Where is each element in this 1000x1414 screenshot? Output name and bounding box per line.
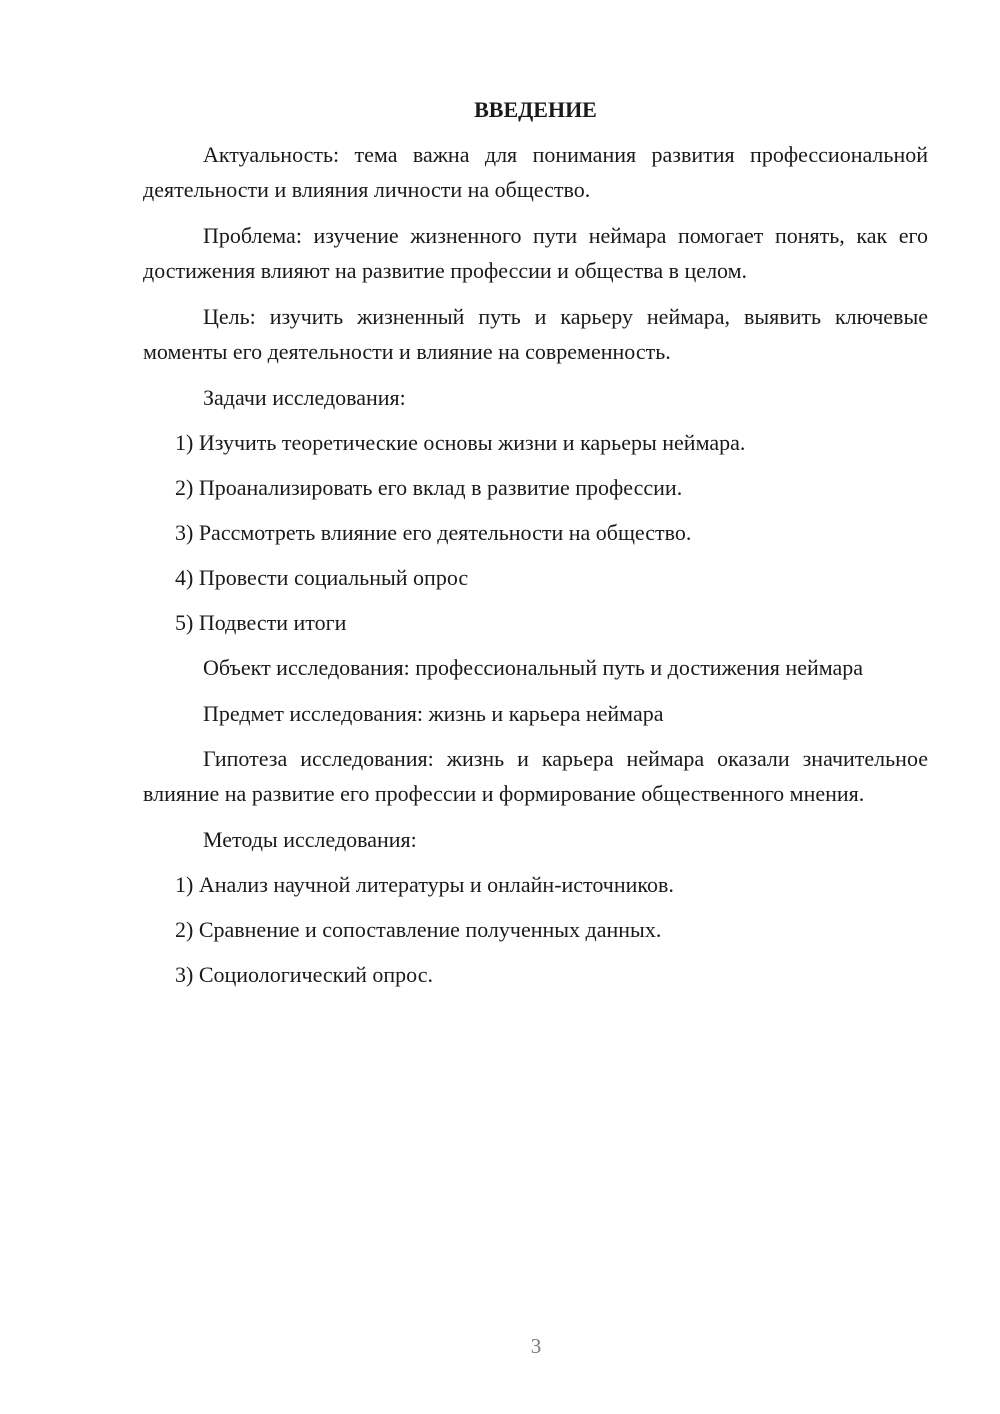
hypothesis-paragraph: Гипотеза исследования: жизнь и карьера неймара оказали значительное влияние на развитие его профессии и формирование общественного мнения. — [143, 746, 928, 806]
subject-paragraph: Предмет исследования: жизнь и карьера неймара — [203, 701, 664, 726]
task-item: 4) Провести социальный опрос — [175, 565, 469, 590]
method-item: 1) Анализ научной литературы и онлайн-источников. — [175, 872, 674, 897]
task-item: 2) Проанализировать его вклад в развитие профессии. — [175, 475, 683, 500]
task-item: 3) Рассмотреть влияние его деятельности на общество. — [175, 520, 692, 545]
tasks-list — [143, 425, 928, 640]
object-paragraph: Объект исследования: профессиональный путь и достижения неймара — [203, 655, 864, 680]
method-item: 3) Социологический опрос. — [175, 962, 433, 987]
task-item: 5) Подвести итоги — [175, 610, 347, 635]
section-title: ВВЕДЕНИЕ — [474, 97, 597, 122]
method-item: 2) Сравнение и сопоставление полученных данных. — [175, 917, 662, 942]
document-page — [143, 92, 928, 1002]
page-number: 3 — [530, 1334, 542, 1358]
methods-list — [143, 867, 928, 992]
methods-heading: Методы исследования: — [203, 827, 417, 852]
goal-paragraph: Цель: изучить жизненный путь и карьеру неймара, выявить ключевые моменты его деятельности и влияние на современность. — [143, 304, 928, 364]
relevance-paragraph: Актуальность: тема важна для понимания развития профессиональной деятельности и влияния личности на общество. — [143, 142, 928, 202]
task-item: 1) Изучить теоретические основы жизни и карьеры неймара. — [175, 430, 746, 455]
problem-paragraph: Проблема: изучение жизненного пути неймара помогает понять, как его достижения влияют на развитие профессии и общества в целом. — [143, 223, 928, 283]
tasks-heading: Задачи исследования: — [203, 385, 406, 410]
